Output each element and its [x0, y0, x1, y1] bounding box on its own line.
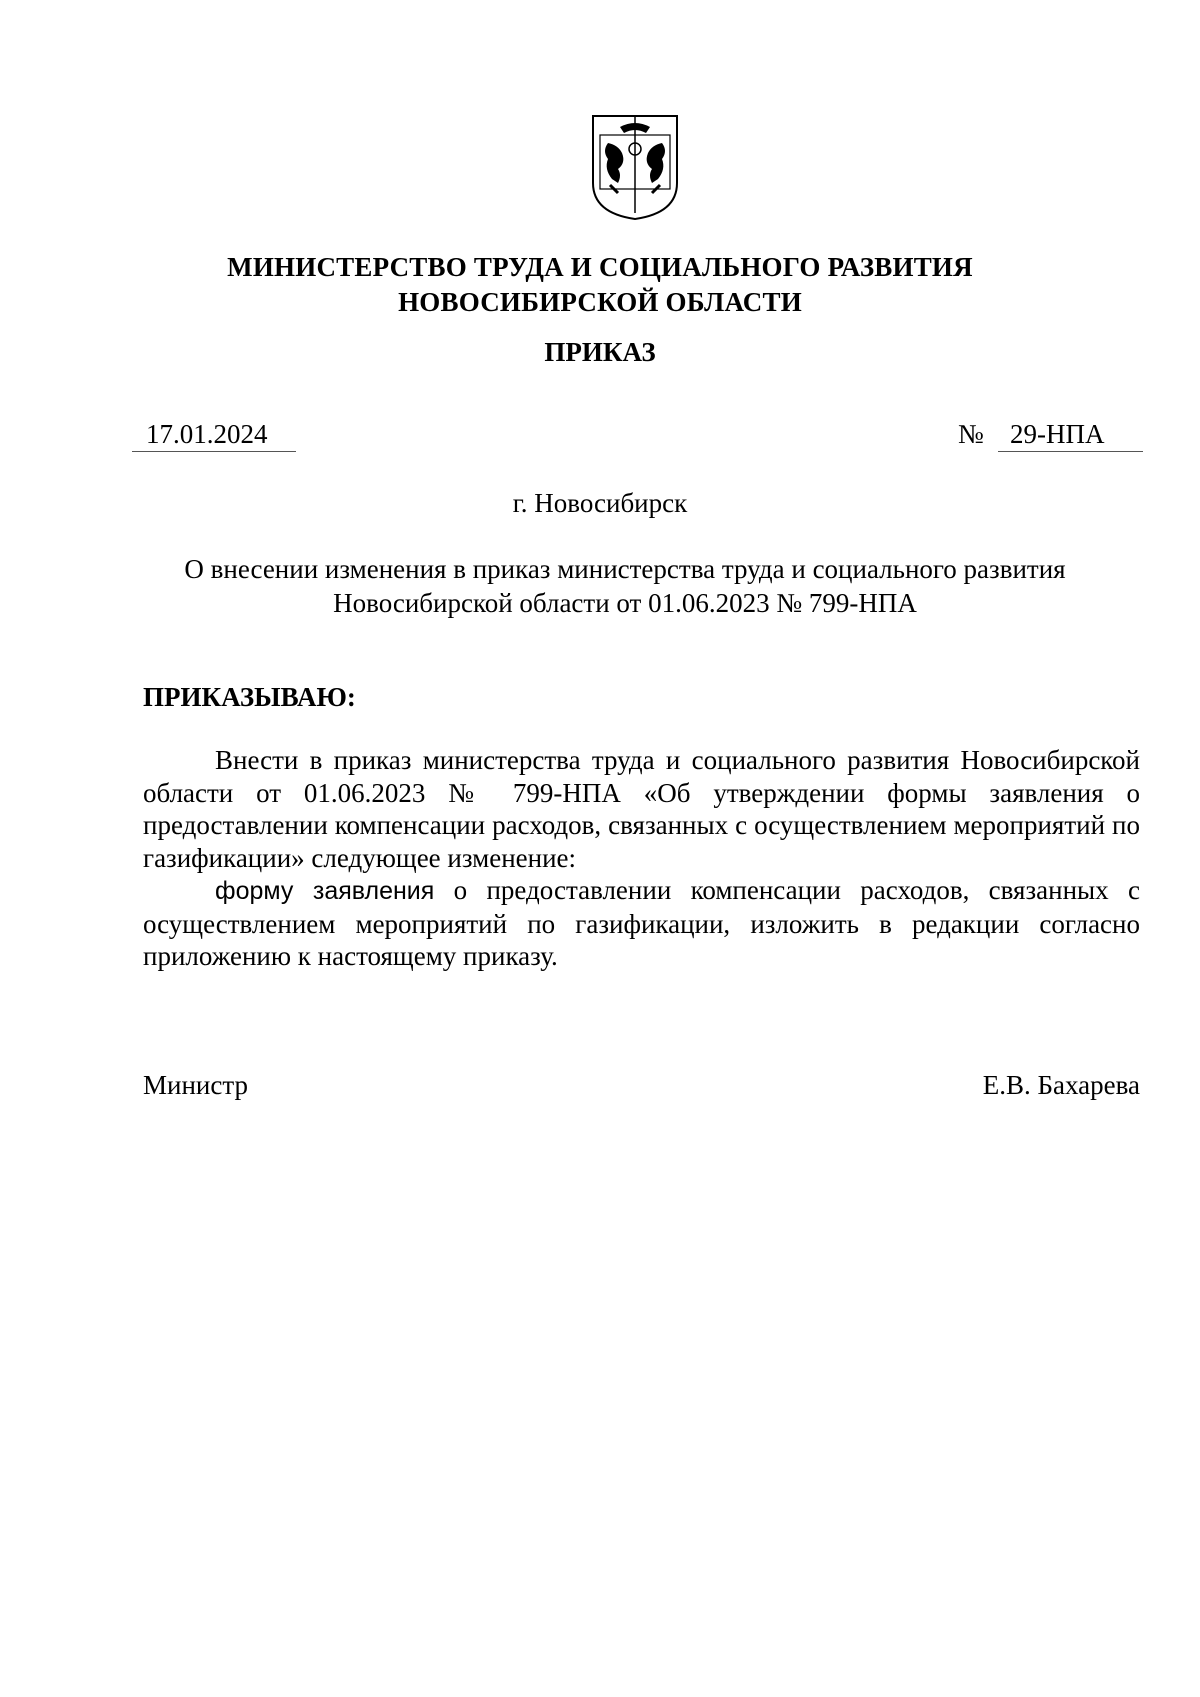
- body-paragraph-1: Внести в приказ министерства труда и социального развития Новосибирской области от 01.06.2023 № 799-НПА «Об утверждении формы заявления о предоставлении компенсации расходов, связанных с осуществлением мероприятий по газификации» следующее изменение:: [143, 745, 1140, 873]
- paragraph-2-start: форму заявления: [215, 877, 435, 905]
- subject-line-1: О внесении изменения в приказ министерства труда и социального развития: [184, 554, 1066, 584]
- signatory-name: Е.В. Бахарева: [982, 1070, 1140, 1100]
- subject-line-2: Новосибирской области от 01.06.2023 № 799-НПА: [333, 588, 917, 618]
- body-paragraph-2: [143, 874, 1140, 973]
- number-label: №: [958, 419, 984, 449]
- document-subject: [120, 552, 1130, 620]
- document-date: 17.01.2024: [132, 417, 296, 452]
- signatory-title: Министр: [143, 1070, 248, 1100]
- city: г. Новосибирск: [512, 488, 688, 518]
- org-line-1: МИНИСТЕРСТВО ТРУДА И СОЦИАЛЬНОГО РАЗВИТИЯ: [227, 252, 973, 282]
- order-heading: ПРИКАЗЫВАЮ:: [143, 682, 356, 712]
- document-type: ПРИКАЗ: [544, 337, 656, 367]
- org-line-2: НОВОСИБИРСКОЙ ОБЛАСТИ: [398, 287, 802, 317]
- novosibirsk-coat-of-arms-icon: [590, 113, 680, 221]
- document-number: 29-НПА: [998, 417, 1143, 452]
- document-body: [143, 744, 1140, 973]
- paragraph-2-rest: о предоставлении компенсации расходов, связанных с осуществлением мероприятий по газификации, изложить в редакции согласно приложению к настоящему приказу.: [143, 875, 1140, 971]
- organization-name: [0, 250, 1200, 320]
